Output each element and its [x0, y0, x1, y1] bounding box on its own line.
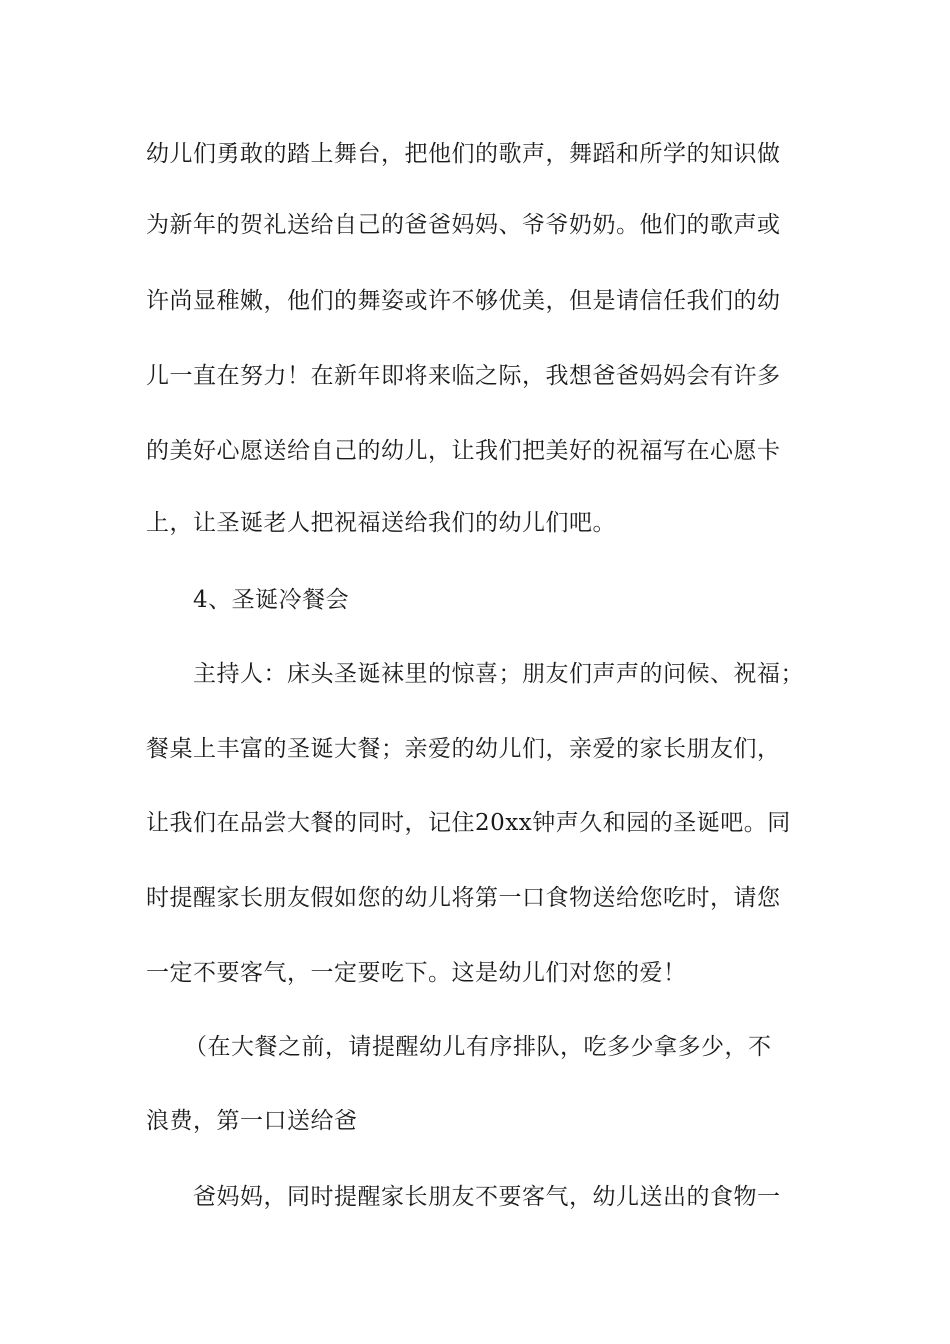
paragraph-line: 浪费，第一口送给爸: [146, 1108, 358, 1134]
paragraph-line: 幼儿们勇敢的踏上舞台，把他们的歌声，舞蹈和所学的知识做: [146, 141, 781, 167]
paragraph-line: 为新年的贺礼送给自己的爸爸妈妈、爷爷奶奶。他们的歌声或: [146, 212, 781, 238]
paragraph-line: 许尚显稚嫩，他们的舞姿或许不够优美，但是请信任我们的幼: [146, 288, 781, 314]
paragraph-line: 上，让圣诞老人把祝福送给我们的幼儿们吧。: [146, 510, 616, 536]
paragraph-line: 儿一直在努力！在新年即将来临之际，我想爸爸妈妈会有许多: [146, 363, 781, 389]
paragraph-line: 主持人：床头圣诞袜里的惊喜；朋友们声声的问候、祝福；: [193, 661, 804, 687]
section-heading: 4、圣诞冷餐会: [193, 587, 350, 613]
paragraph-line: 一定不要客气，一定要吃下。这是幼儿们对您的爱！: [146, 960, 687, 986]
paragraph-line: 爸妈妈，同时提醒家长朋友不要客气，幼儿送出的食物一: [193, 1184, 781, 1210]
paragraph-line: 的美好心愿送给自己的幼儿，让我们把美好的祝福写在心愿卡: [146, 438, 781, 464]
paragraph-line: 让我们在品尝大餐的同时，记住20xx钟声久和园的圣诞吧。同: [146, 810, 791, 836]
paragraph-line: 餐桌上丰富的圣诞大餐；亲爱的幼儿们，亲爱的家长朋友们，: [146, 736, 781, 762]
paragraph-line: （在大餐之前，请提醒幼儿有序排队，吃多少拿多少，不: [184, 1034, 772, 1060]
paragraph-line: 时提醒家长朋友假如您的幼儿将第一口食物送给您吃时，请您: [146, 885, 781, 911]
